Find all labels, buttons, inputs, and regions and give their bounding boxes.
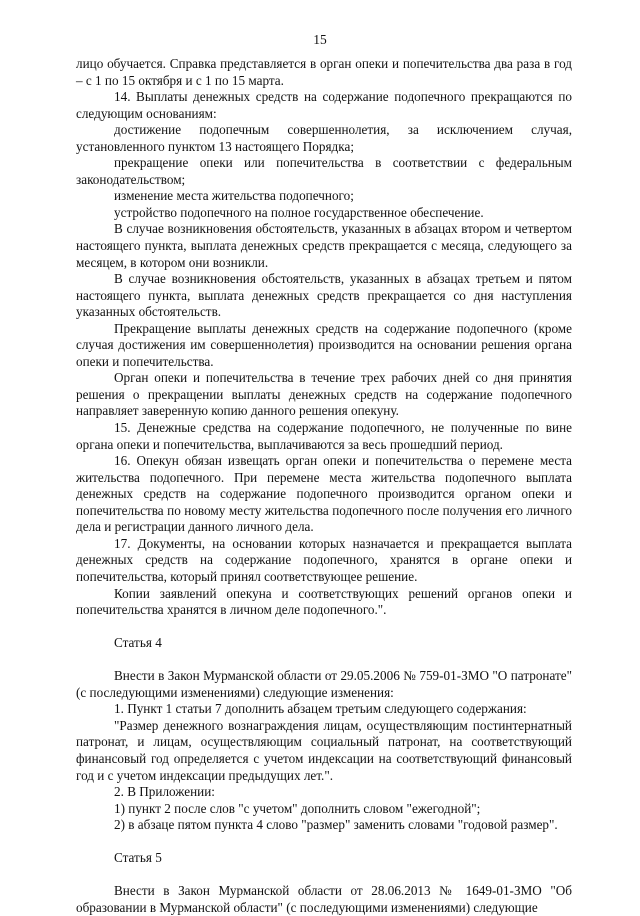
paragraph-termination-basis: Прекращение выплаты денежных средств на содержание подопечного (кроме случая достижения им совершеннолетия) производится на основании решения органа опеки и попечительства. — [76, 320, 572, 369]
article-4-heading: Статья 4 — [114, 635, 162, 651]
paragraph-continuation: лицо обучается. Справка представляется в орган опеки и попечительства два раза в год – с 1 по 15 октября и с 1 по 15 марта. — [76, 56, 572, 88]
paragraph-case-2-4: В случае возникновения обстоятельств, указанных в абзацах втором и четвертом настоящего пункта, выплата денежных средств прекращается с месяца, следующего за месяцем, в котором они возникли. — [76, 221, 572, 270]
article-5-heading: Статья 5 — [114, 850, 162, 866]
paragraph-item-17: 17. Документы, на основании которых назначается и прекращается выплата денежных средств на содержание подопечного, хранятся в органе опеки и попечительства, который принял соответствующее решение. — [76, 535, 572, 584]
paragraph-basis-4: устройство подопечного на полное государственное обеспечение. — [114, 204, 484, 220]
paragraph-basis-2: прекращение опеки или попечительства в соответствии с федеральным законодательством; — [76, 155, 572, 187]
paragraph-item-16: 16. Опекун обязан извещать орган опеки и попечительства о перемене места жительства подопечного. При перемене места жительства подопечного выплата денежных средств на содержание подопечного производится органом опеки и попечительства по новому месту жительства подопечного после получения его личного дела и регистрации данного личного дела. — [76, 453, 572, 535]
paragraph-item-14: 14. Выплаты денежных средств на содержание подопечного прекращаются по следующим основаниям: — [76, 89, 572, 121]
article-4-subitem-2: 2) в абзаце пятом пункта 4 слово "размер" заменить словами "годовой размер". — [114, 817, 558, 833]
article-4-item-2: 2. В Приложении: — [114, 784, 215, 800]
article-5-intro: Внести в Закон Мурманской области от 28.06.2013 № 1649-01-ЗМО "Об образовании в Мурманской области" (с последующими изменениями) следующие — [76, 883, 572, 915]
paragraph-copies: Копии заявлений опекуна и соответствующих решений органов опеки и попечительства хранятся в личном деле подопечного.". — [76, 585, 572, 618]
paragraph-basis-1: достижение подопечным совершеннолетия, за исключением случая, установленного пунктом 13 настоящего Порядка; — [76, 122, 572, 154]
article-4-quote: "Размер денежного вознаграждения лицам, осуществляющим постинтернатный патронат, и лицам, осуществляющим социальный патронат, на соответствующий финансовый год определяется с учетом индексации на соответствующий финансовый год и с учетом индексации предыдущих лет.". — [76, 717, 572, 783]
paragraph-basis-3: изменение места жительства подопечного; — [114, 188, 354, 204]
article-4-item-1: 1. Пункт 1 статьи 7 дополнить абзацем третьим следующего содержания: — [114, 701, 527, 717]
paragraph-case-3-5: В случае возникновения обстоятельств, указанных в абзацах третьем и пятом настоящего пункта, выплата денежных средств прекращается со дня наступления указанных обстоятельств. — [76, 271, 572, 320]
article-4-subitem-1: 1) пункт 2 после слов "с учетом" дополнить словом "ежегодной"; — [114, 800, 481, 816]
article-4-intro: Внести в Закон Мурманской области от 29.05.2006 № 759-01-ЗМО "О патронате" (с последующими изменениями) следующие изменения: — [76, 668, 572, 700]
paragraph-item-15: 15. Денежные средства на содержание подопечного, не полученные по вине органа опеки и попечительства, выплачиваются за весь прошедший период. — [76, 420, 572, 452]
paragraph-notification: Орган опеки и попечительства в течение трех рабочих дней со дня принятия решения о прекращении выплаты денежных средств на содержание подопечного направляет заверенную копию данного решения опекуну. — [76, 370, 572, 419]
page-number: 15 — [313, 32, 327, 47]
document-body — [76, 56, 572, 916]
